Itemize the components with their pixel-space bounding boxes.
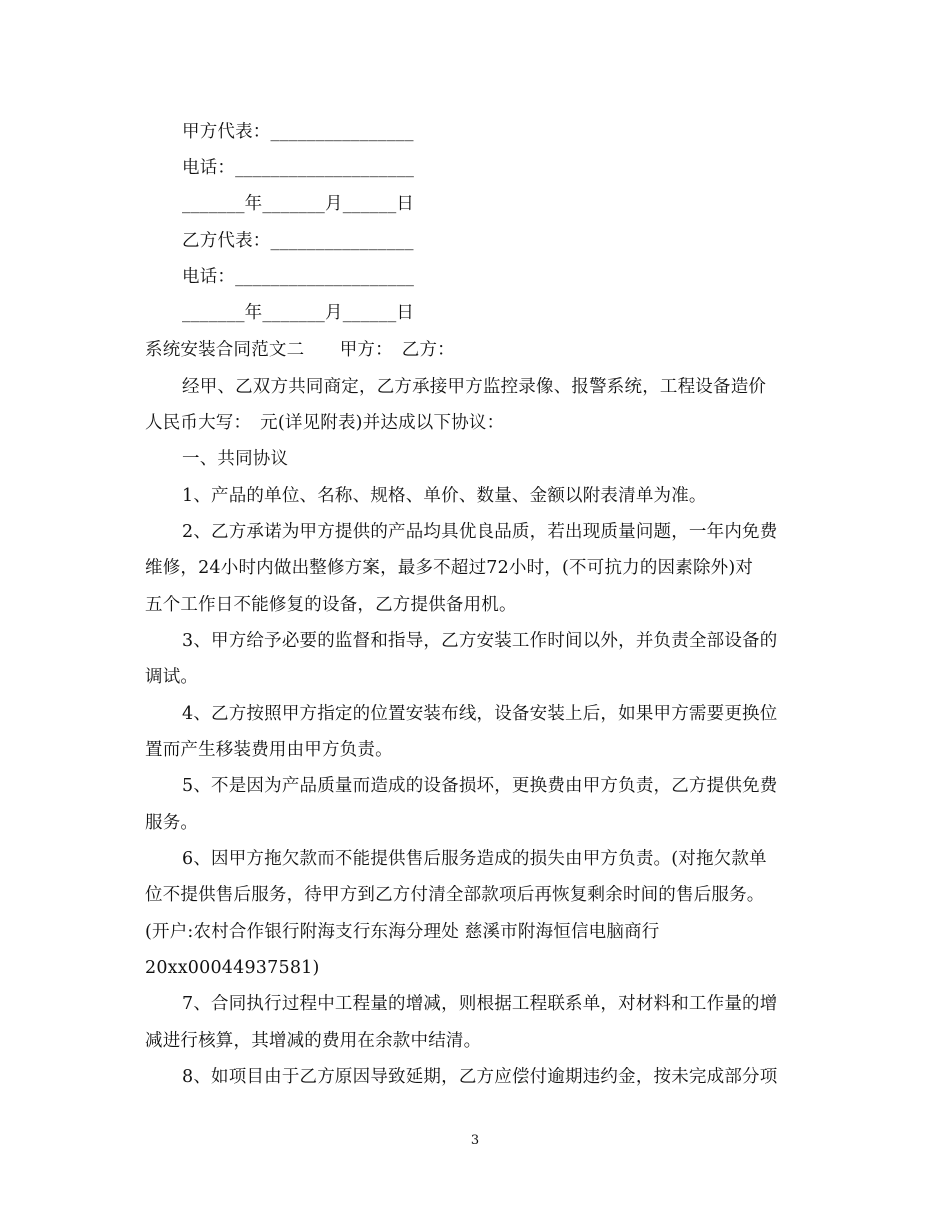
document-heading: 系统安装合同范文二 甲方： 乙方： xyxy=(145,340,455,360)
paragraph-line: 五个工作日不能修复的设备，乙方提供备用机。 xyxy=(145,595,517,615)
bank-account-line: (开户:农村合作银行附海支行东海分理处 慈溪市附海恒信电脑商行 xyxy=(145,922,660,942)
paragraph-line: 调试。 xyxy=(145,667,199,687)
paragraph-line: 3、甲方给予必要的监督和指导，乙方安装工作时间以外，并负责全部设备的 xyxy=(182,631,778,651)
party-a-phone-line: 电话：____________________ xyxy=(182,158,415,178)
paragraph-line: 2、乙方承诺为甲方提供的产品均具优良品质，若出现质量问题，一年内免费 xyxy=(182,522,778,542)
page-number: 3 xyxy=(470,1133,480,1148)
paragraph-line: 5、不是因为产品质量而造成的设备损坏，更换费由甲方负责，乙方提供免费 xyxy=(182,776,778,796)
account-number-line: 20xx00044937581) xyxy=(145,958,320,978)
party-a-representative-line: 甲方代表：________________ xyxy=(182,122,414,142)
paragraph-line: 7、合同执行过程中工程量的增减，则根据工程联系单，对材料和工作量的增 xyxy=(182,994,778,1014)
party-b-date-line: _______年_______月______日 xyxy=(182,303,415,323)
paragraph-line: 经甲、乙双方共同商定，乙方承接甲方监控录像、报警系统，工程设备造价 xyxy=(182,377,767,397)
paragraph-line: 减进行核算，其增减的费用在余款中结清。 xyxy=(145,1031,482,1051)
paragraph-line: 人民币大写： 元(详见附表)并达成以下协议： xyxy=(145,413,505,433)
paragraph-line: 4、乙方按照甲方指定的位置安装布线，设备安装上后，如果甲方需要更换位 xyxy=(182,704,778,724)
paragraph-line: 服务。 xyxy=(145,813,199,833)
party-a-date-line: _______年_______月______日 xyxy=(182,194,415,214)
paragraph-line: 维修，24小时内做出整修方案，最多不超过72小时，(不可抗力的因素除外)对 xyxy=(145,558,754,578)
paragraph-line: 6、因甲方拖欠款而不能提供售后服务造成的损失由甲方负责。(对拖欠款单 xyxy=(182,849,767,869)
party-b-representative-line: 乙方代表：________________ xyxy=(182,231,414,251)
paragraph-line: 位不提供售后服务，待甲方到乙方付清全部款项后再恢复剩余时间的售后服务。 xyxy=(145,885,765,905)
paragraph-line: 置而产生移装费用由甲方负责。 xyxy=(145,740,393,760)
paragraph-line: 8、如项目由于乙方原因导致延期，乙方应偿付逾期违约金，按未完成部分项 xyxy=(182,1067,778,1087)
paragraph-line: 1、产品的单位、名称、规格、单价、数量、金额以附表清单为准。 xyxy=(182,486,707,506)
party-b-phone-line: 电话：____________________ xyxy=(182,267,415,287)
section-heading: 一、共同协议 xyxy=(182,449,289,469)
